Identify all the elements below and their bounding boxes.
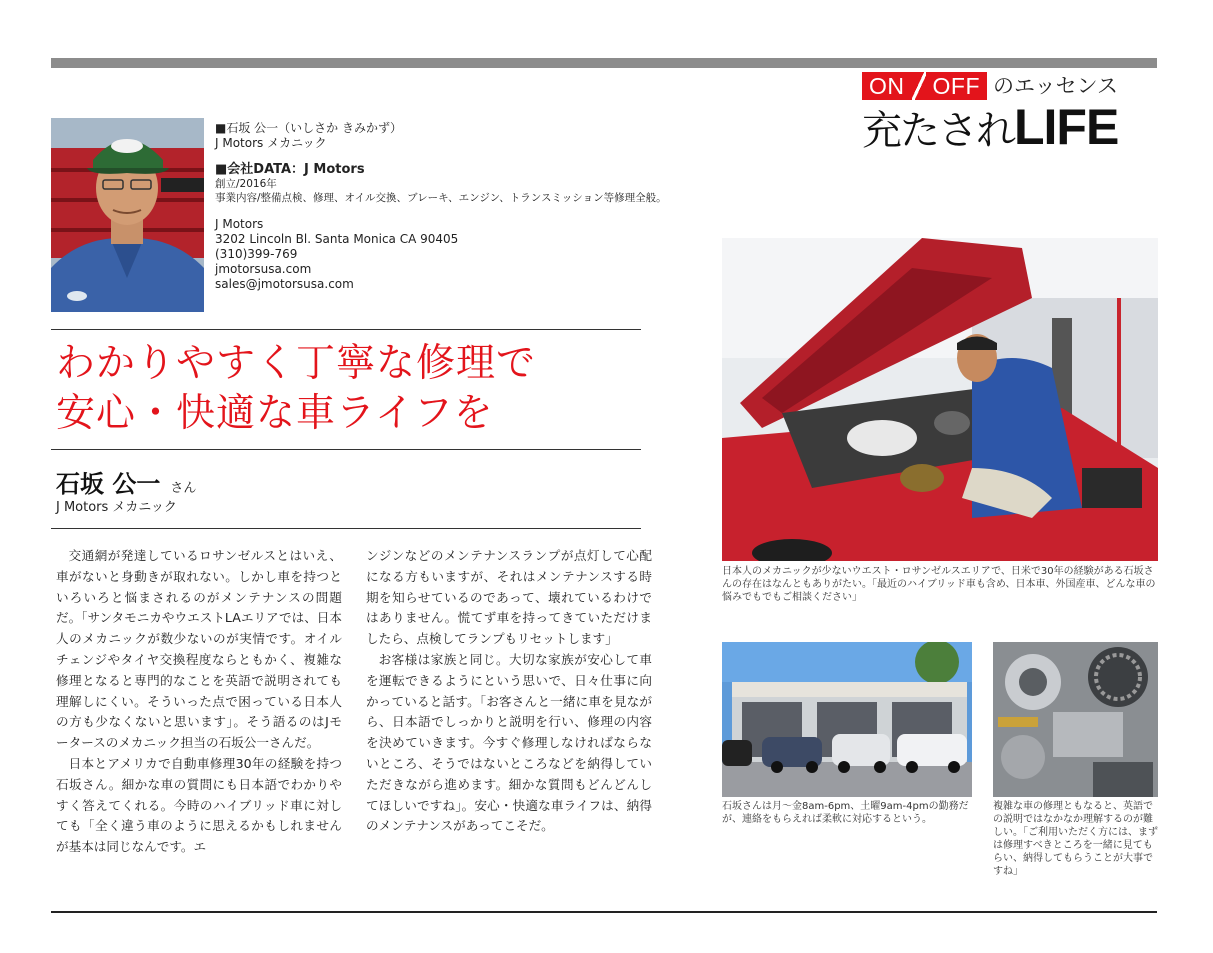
shop-photo-caption: 石坂さんは月～金8am-6pm、土曜9am-4pmの勤務だが、連絡をもらえれば柔軟に対応するという。 <box>722 801 969 825</box>
series-header <box>862 72 1158 156</box>
shop-illustration <box>722 642 972 797</box>
shop-photo <box>722 642 972 797</box>
byline-name <box>56 464 196 499</box>
headline-line-2: 安心・快適な車ライフを <box>56 391 494 436</box>
series-title-en: LIFE <box>1014 99 1119 155</box>
portrait-photo <box>51 118 204 312</box>
company-founded: 創立/2016年 <box>215 178 277 191</box>
on-tag: ON <box>862 72 912 100</box>
body-paragraph-2: 日本とアメリカで自動車修理30年の経験を持つ石坂さん。細かな車の質問にも日本語でわかりやすく答えてくれる。今時のハイブリッド車に対しても「全く違う車のように思えるかもしれませんが基本は同じなんです。エ <box>56 755 342 855</box>
series-title <box>862 99 1158 156</box>
series-title-jp: 充たされ <box>862 108 1014 154</box>
company-data-header: ■会社DATA：J Motors <box>215 161 365 177</box>
headline <box>56 339 636 439</box>
body-paragraph-4: お客様は家族と同じ。大切な家族が安心して車を運転できるようにという思いで、日々仕事に向かっていると話す。「お客さんと一緒に車を見ながら、日本語でしっかりと説明を行い、修理の内容を決めていきます。今すぐ修理しなければならないところ、そうではないところなどを納得していただきながら進めます。細かな質問もどんどんしてほしいですね」。安心・快適な車ライフは、納得のメンテナンスがあってこそだ。 <box>366 651 652 834</box>
mechanic-car-illustration <box>722 238 1158 561</box>
bottom-rule <box>51 911 1157 913</box>
engine-illustration <box>993 642 1158 797</box>
byline-name-text: 石坂 公一 <box>56 469 161 498</box>
profile-info <box>215 121 675 291</box>
essence-label: のエッセンス <box>993 74 1118 98</box>
on-off-line <box>862 72 1158 100</box>
engine-photo-caption: 複雑な車の修理ともなると、英語での説明ではなかなか理解するのが難しい。「ご利用いただく方には、まずは修理すべきところを一緒に見てもらい、納得してもらうことが大事ですね」 <box>993 801 1158 877</box>
byline-role: J Motors メカニック <box>56 500 177 515</box>
body-paragraph-1: 交通網が発達しているロサンゼルスとはいえ、車がないと身動きが取れない。しかし車を持つといろいろと悩まされるのがメンテナンスの問題だ。「サンタモニカやウエストLAエリアでは、日本人のメカニックが数少ないのが実情です。オイルチェンジやタイヤ交換程度ならともかく、複雑な修理となると専門的なことを英語で説明されても理解しにくい。そういった点で困っている日本人の方も少なくないと思います」。そう語るのはJモータースのメカニック担当の石坂公一さんだ。 <box>56 548 342 751</box>
slash-divider <box>912 72 926 100</box>
profile-title: J Motors メカニック <box>215 135 327 150</box>
body-paragraph-3: ンジンなどのメンテナンスランプが点灯して心配になる方もいますが、それはメンテナンスする時期を知らせているのであって、壊れているわけではありません。慌てず車を持ってきていただけましたら、点検してランプもリセットします」 <box>366 548 652 647</box>
main-photo <box>722 238 1158 561</box>
byline-honorific: さん <box>170 481 197 496</box>
top-gray-bar <box>51 58 1157 68</box>
profile-name-line: ■石坂 公一（いしさか きみかず） <box>215 121 402 135</box>
company-business: 事業内容/整備点検、修理、オイル交換、ブレーキ、エンジン、トランスミッション等修理全般。 <box>215 192 667 205</box>
engine-photo <box>993 642 1158 797</box>
portrait-illustration <box>51 118 204 312</box>
company-website: jmotorsusa.com <box>215 261 312 276</box>
divider-top <box>51 329 641 330</box>
company-email: sales@jmotorsusa.com <box>215 276 354 291</box>
main-photo-caption: 日本人のメカニックが少ないウエスト・ロサンゼルスエリアで、日米で30年の経験がある石坂さんの存在はなんともありがたい。「最近のハイブリッド車も含め、日本車、外国産車、どんな車の悩みでもでもご相談ください」 <box>722 566 1156 603</box>
divider-middle <box>51 449 641 450</box>
headline-line-1: わかりやすく丁寧な修理で <box>56 341 537 386</box>
body-column-1 <box>56 546 342 858</box>
body-column-2 <box>366 546 652 837</box>
off-tag: OFF <box>926 72 988 100</box>
company-address: 3202 Lincoln Bl. Santa Monica CA 90405 <box>215 232 459 247</box>
company-phone: (310)399-769 <box>215 246 298 261</box>
company-name: J Motors <box>215 217 264 232</box>
divider-bottom <box>51 528 641 529</box>
